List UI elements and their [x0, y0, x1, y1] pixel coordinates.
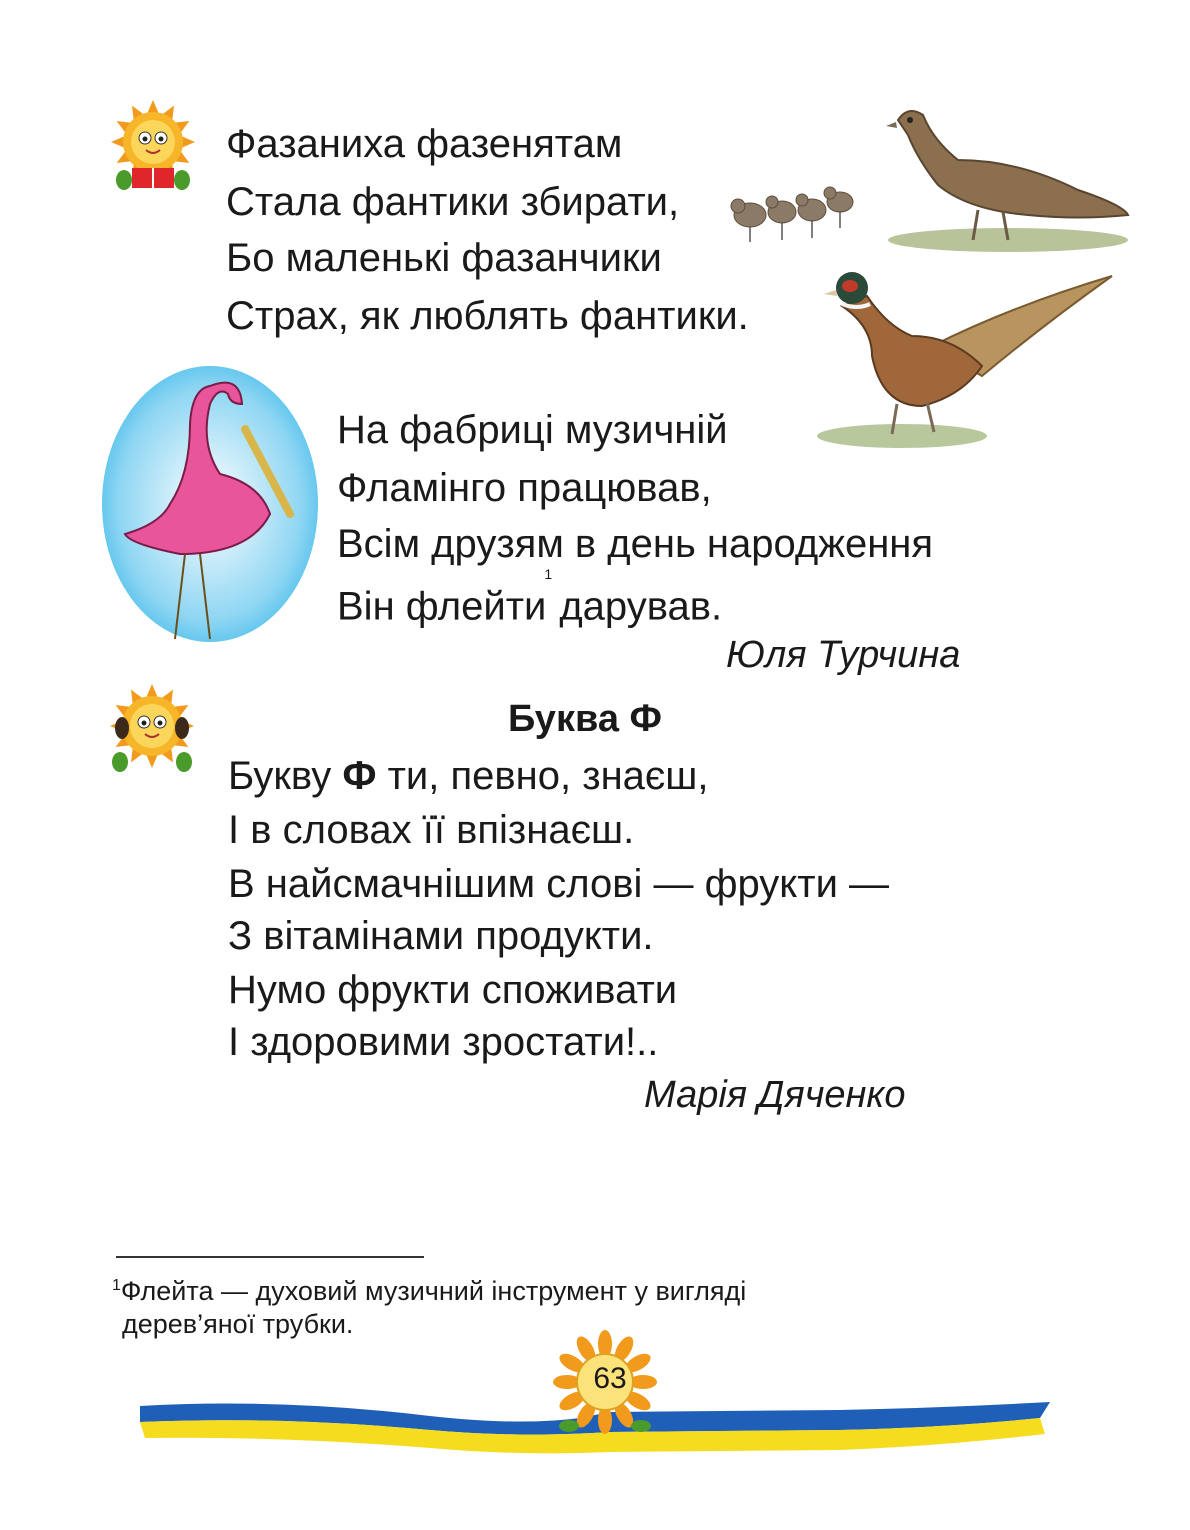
poem3-title: Буква Ф	[508, 698, 662, 740]
footnote-line1: Флейта — духовий музичний інструмент у вигляді	[120, 1276, 747, 1306]
footnote-reference: 1	[544, 566, 553, 582]
poem1-line: Страх, як люблять фантики.	[226, 294, 749, 338]
footnote-mark: 1	[112, 1277, 121, 1294]
footnote-divider	[116, 1256, 424, 1258]
footnote	[112, 1268, 746, 1309]
sunflower-listening-icon	[106, 682, 198, 774]
poem3-first-line-end: ти, певно, знаєш,	[376, 754, 709, 798]
poem2-line: Всім друзям в день народження	[337, 522, 934, 566]
poem3-line: І здоровими зростати!..	[228, 1020, 659, 1064]
pheasant-chicks-illustration	[720, 180, 860, 250]
sunflower-reading-icon	[108, 98, 198, 192]
poem2-line: На фабриці музичній	[337, 408, 728, 452]
poem2-last-line	[337, 566, 723, 632]
poem3-line: І в словах її впізнаєш.	[228, 808, 635, 852]
poem1-line: Стала фантики збирати,	[226, 180, 680, 224]
poem2-last-line-start: Він флейти	[337, 584, 547, 629]
poem2-last-line-end: дарував.	[559, 584, 723, 629]
poem3-first-line	[228, 750, 709, 802]
poem2-line: Фламінго працював,	[337, 466, 712, 510]
poem3-first-line-start: Букву	[228, 754, 343, 798]
poem3-line: Нумо фрукти споживати	[228, 968, 678, 1012]
poem1-line: Бо маленькі фазанчики	[226, 236, 662, 280]
poem3-line: В найсмачнішим слові — фрукти —	[228, 862, 890, 906]
female-pheasant-illustration	[878, 100, 1138, 255]
footnote-line2: дерев’яної трубки.	[122, 1309, 354, 1339]
poem3-line: З вітамінами продукти.	[228, 914, 654, 958]
flamingo-flute-illustration	[100, 364, 320, 644]
letter-f: Ф	[342, 754, 377, 798]
page-number: 63	[593, 1362, 627, 1395]
poem2-author: Юля Турчина	[726, 634, 961, 676]
male-pheasant-illustration	[812, 266, 1122, 456]
poem1-line: Фазаниха фазенятам	[226, 122, 623, 166]
poem3-author: Марія Дяченко	[644, 1074, 906, 1116]
